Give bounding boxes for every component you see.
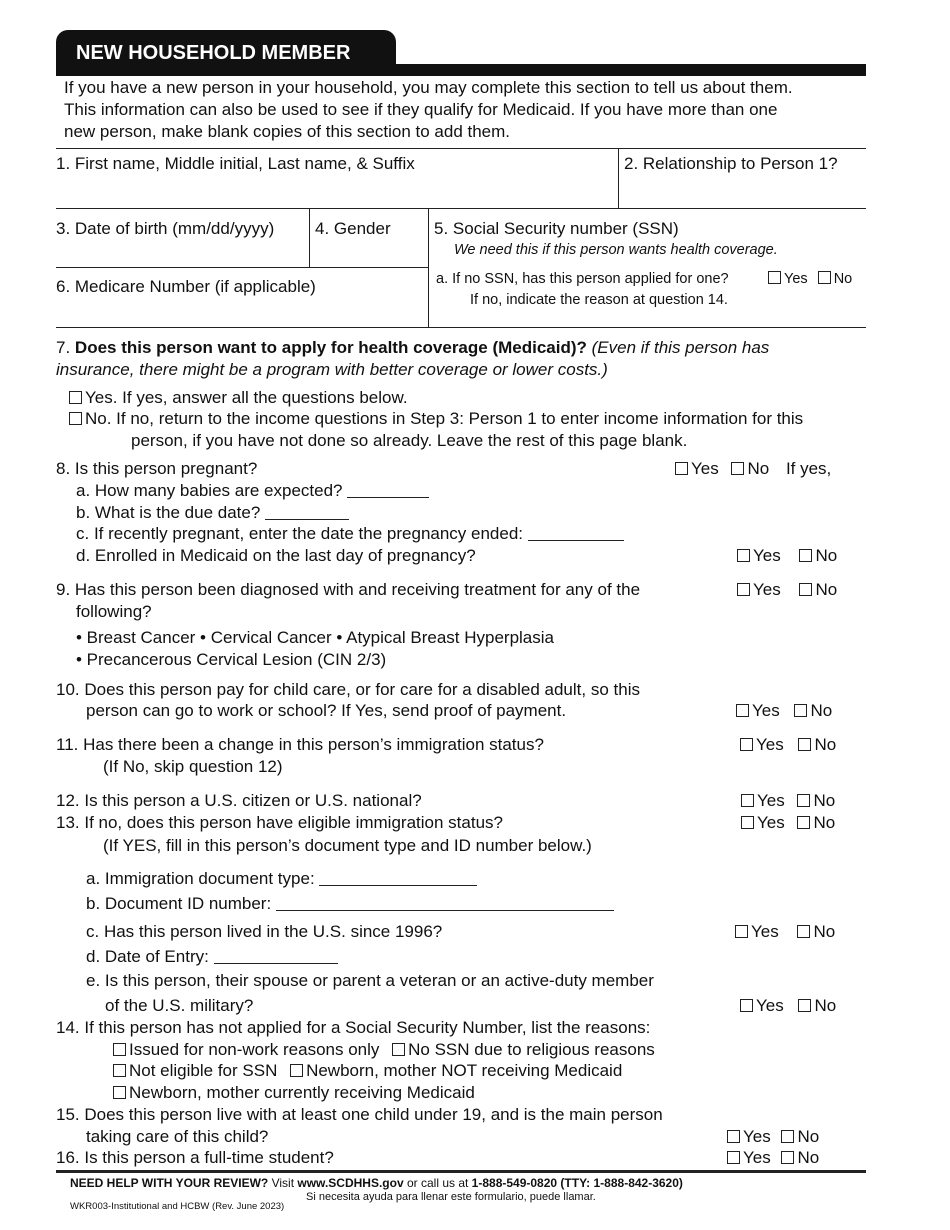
q13-no-checkbox[interactable] [797, 816, 810, 829]
q8b-label: b. What is the due date? [76, 503, 261, 522]
q13c-options [735, 922, 835, 942]
q12-options [741, 791, 835, 811]
ssn-applied-question: a. If no SSN, has this person applied for one? [436, 271, 729, 287]
q14-non-work-checkbox[interactable] [113, 1043, 126, 1056]
first-name-field-label: 1. First name, Middle initial, Last name, & Suffix [56, 154, 415, 173]
dob-field-label: 3. Date of birth (mm/dd/yyyy) [56, 219, 275, 238]
q13-line-2: (If YES, fill in this person’s document type and ID number below.) [103, 836, 592, 855]
no-label: No [747, 459, 770, 478]
q7-question: Does this person want to apply for health coverage (Medicaid)? [74, 338, 587, 357]
q7-no-label: No. If no, return to the income questions in Step 3: Person 1 to enter income information for this [85, 409, 804, 428]
q13d-label: d. Date of Entry: [86, 947, 209, 966]
q15-line-2: taking care of this child? [86, 1127, 269, 1146]
q8-options [675, 459, 831, 479]
q7-yes-option [69, 388, 408, 408]
q14-newborn-medicaid-checkbox[interactable] [113, 1086, 126, 1099]
no-label: No [815, 580, 838, 599]
yes-label: Yes [753, 580, 781, 599]
q14-row-2 [113, 1061, 622, 1081]
no-label: No [833, 271, 853, 287]
q13d-blank[interactable] [214, 949, 338, 964]
grid-line [56, 327, 866, 328]
q12-question: 12. Is this person a U.S. citizen or U.S. national? [56, 791, 422, 810]
footer-spanish: Si necesita ayuda para llenar este formulario, puede llamar. [306, 1191, 596, 1203]
q11-yes-checkbox[interactable] [740, 738, 753, 751]
q7-note-2: insurance, there might be a program with better coverage or lower costs.) [56, 360, 608, 379]
q7-yes-label: Yes. If yes, answer all the questions below. [85, 388, 408, 407]
ssn-note: We need this if this person wants health coverage. [454, 242, 778, 258]
footer-visit-label: Visit [271, 1176, 295, 1190]
gender-field-label: 4. Gender [315, 219, 391, 238]
q8-if-yes-label: If yes, [785, 459, 832, 478]
q13a [86, 869, 477, 889]
q13c-label: c. Has this person lived in the U.S. since 1996? [86, 922, 443, 941]
q14-religious-label: No SSN due to religious reasons [408, 1040, 655, 1059]
medicare-field-label: 6. Medicare Number (if applicable) [56, 277, 316, 296]
q8d-options [737, 546, 837, 566]
q7-line-1 [56, 338, 769, 358]
yes-label: Yes [751, 922, 779, 941]
q13a-blank[interactable] [319, 871, 477, 886]
q9-yes-checkbox[interactable] [737, 583, 750, 596]
q14-religious-checkbox[interactable] [392, 1043, 405, 1056]
q14-newborn-medicaid-label: Newborn, mother currently receiving Medicaid [129, 1083, 475, 1102]
section-title: NEW HOUSEHOLD MEMBER [76, 42, 351, 64]
grid-line [56, 208, 866, 209]
q12-no-checkbox[interactable] [797, 794, 810, 807]
grid-line [309, 208, 310, 267]
q8c-blank[interactable] [528, 526, 624, 541]
q13e-options [740, 996, 836, 1016]
q13d [86, 947, 338, 967]
relationship-field-label: 2. Relationship to Person 1? [624, 154, 838, 173]
intro-line-2: This information can also be used to see if they qualify for Medicaid. If you have more than one [64, 100, 778, 119]
ssn-applied-options [768, 271, 852, 287]
q8c-label: c. If recently pregnant, enter the date the pregnancy ended: [76, 524, 524, 543]
no-label: No [814, 996, 837, 1015]
q8-yes-checkbox[interactable] [675, 462, 688, 475]
q7-no-label-2: person, if you have not done so already. Leave the rest of this page blank. [131, 431, 688, 450]
yes-label: Yes [784, 271, 808, 287]
name-input-area[interactable] [56, 176, 616, 206]
q14-newborn-not-medicaid-checkbox[interactable] [290, 1064, 303, 1077]
grid-line [56, 267, 428, 268]
no-label: No [810, 701, 833, 720]
intro-line-1: If you have a new person in your household, you may complete this section to tell us about them. [64, 78, 793, 97]
yes-label: Yes [757, 813, 785, 832]
ssn-applied-note: If no, indicate the reason at question 14. [470, 292, 728, 308]
q13-yes-checkbox[interactable] [741, 816, 754, 829]
q8a [76, 481, 429, 501]
q14-not-eligible-checkbox[interactable] [113, 1064, 126, 1077]
q11-no-checkbox[interactable] [798, 738, 811, 751]
q9-options [737, 580, 837, 600]
yes-label: Yes [743, 1127, 771, 1146]
q13e-yes-checkbox[interactable] [740, 999, 753, 1012]
q16-yes-checkbox[interactable] [727, 1151, 740, 1164]
q14-row-3 [113, 1083, 475, 1103]
footer-call-label: or call us at [406, 1176, 469, 1190]
q12-yes-checkbox[interactable] [741, 794, 754, 807]
no-label: No [815, 546, 838, 565]
q11-line-1: 11. Has there been a change in this person’s immigration status? [56, 735, 544, 754]
no-label: No [813, 922, 836, 941]
q8-question: 8. Is this person pregnant? [56, 459, 258, 478]
q8d-label: d. Enrolled in Medicaid on the last day of pregnancy? [76, 546, 476, 565]
no-label: No [797, 1127, 820, 1146]
q8a-blank[interactable] [347, 483, 429, 498]
q8b [76, 503, 349, 523]
yes-label: Yes [753, 546, 781, 565]
q15-yes-checkbox[interactable] [727, 1130, 740, 1143]
yes-label: Yes [756, 996, 784, 1015]
intro-line-3: new person, make blank copies of this section to add them. [64, 122, 511, 141]
q13c-no-checkbox[interactable] [797, 925, 810, 938]
yes-label: Yes [752, 701, 780, 720]
q13e-line-2: of the U.S. military? [105, 996, 254, 1015]
grid-line [56, 148, 866, 149]
q13-line-1: 13. If no, does this person have eligible immigration status? [56, 813, 503, 832]
q11-options [740, 735, 836, 755]
q10-line-1: 10. Does this person pay for child care, or for care for a disabled adult, so this [56, 680, 640, 699]
no-label: No [797, 1148, 820, 1167]
q10-line-2: person can go to work or school? If Yes, send proof of payment. [86, 701, 567, 720]
q9-line-2: following? [76, 602, 152, 621]
q9-line-1: 9. Has this person been diagnosed with and receiving treatment for any of the [56, 580, 641, 599]
q10-yes-checkbox[interactable] [736, 704, 749, 717]
q14-non-work-label: Issued for non-work reasons only [129, 1040, 380, 1059]
footer-help-label: NEED HELP WITH YOUR REVIEW? [70, 1176, 269, 1190]
q15-no-checkbox[interactable] [781, 1130, 794, 1143]
q7-yes-checkbox[interactable] [69, 391, 82, 404]
q13b [86, 894, 614, 914]
q8b-blank[interactable] [265, 505, 349, 520]
q13e-no-checkbox[interactable] [798, 999, 811, 1012]
no-label: No [814, 735, 837, 754]
q16-no-checkbox[interactable] [781, 1151, 794, 1164]
q9-no-checkbox[interactable] [799, 583, 812, 596]
yes-label: Yes [743, 1148, 771, 1167]
q8d-no-checkbox[interactable] [799, 549, 812, 562]
grid-line [618, 148, 619, 208]
q13-options [741, 813, 835, 833]
q11-line-2: (If No, skip question 12) [103, 757, 283, 776]
q7-no-option [69, 409, 803, 429]
q13e-line-1: e. Is this person, their spouse or parent a veteran or an active-duty member [86, 971, 654, 990]
q13b-label: b. Document ID number: [86, 894, 272, 913]
q15-line-1: 15. Does this person live with at least one child under 19, and is the main person [56, 1105, 663, 1124]
q13c-yes-checkbox[interactable] [735, 925, 748, 938]
q15-options [727, 1127, 819, 1147]
q10-options [736, 701, 832, 721]
grid-line [428, 208, 429, 327]
q9-list-2: • Precancerous Cervical Lesion (CIN 2/3) [76, 650, 387, 669]
q16-options [727, 1148, 819, 1168]
q14-row-1 [113, 1040, 655, 1060]
q8a-label: a. How many babies are expected? [76, 481, 343, 500]
dob-input-area[interactable] [56, 242, 306, 266]
gender-input-area[interactable] [312, 242, 426, 266]
q8-no-checkbox[interactable] [731, 462, 744, 475]
q8d-yes-checkbox[interactable] [737, 549, 750, 562]
yes-label: Yes [757, 791, 785, 810]
q7-no-checkbox[interactable] [69, 412, 82, 425]
yes-label: Yes [691, 459, 719, 478]
q7-number: 7. [56, 338, 71, 357]
q16-question: 16. Is this person a full-time student? [56, 1148, 334, 1167]
ssn-applied-no-checkbox[interactable] [818, 271, 831, 284]
footer-rule [56, 1170, 866, 1173]
form-id: WKR003-Institutional and HCBW (Rev. June 2023) [70, 1201, 285, 1212]
q7-note-1: (Even if this person has [591, 338, 770, 357]
q9-list-1: • Breast Cancer • Cervical Cancer • Atypical Breast Hyperplasia [76, 628, 554, 647]
q14-question: 14. If this person has not applied for a Social Security Number, list the reasons: [56, 1018, 651, 1037]
no-label: No [813, 813, 836, 832]
relationship-input-area[interactable] [620, 176, 864, 206]
footer-website-link[interactable]: www.SCDHHS.gov [297, 1176, 404, 1190]
ssn-field-label: 5. Social Security number (SSN) [434, 219, 679, 238]
medicare-input-area[interactable] [56, 300, 426, 325]
footer-phone: 1-888-549-0820 (TTY: 1-888-842-3620) [471, 1176, 683, 1190]
no-label: No [813, 791, 836, 810]
q10-no-checkbox[interactable] [794, 704, 807, 717]
q14-newborn-not-medicaid-label: Newborn, mother NOT receiving Medicaid [306, 1061, 623, 1080]
footer-help-line [70, 1176, 683, 1190]
q13b-blank[interactable] [276, 896, 614, 911]
q14-not-eligible-label: Not eligible for SSN [129, 1061, 278, 1080]
q13a-label: a. Immigration document type: [86, 869, 315, 888]
ssn-applied-yes-checkbox[interactable] [768, 271, 781, 284]
q8c [76, 524, 624, 544]
yes-label: Yes [756, 735, 784, 754]
header-bar [56, 64, 866, 76]
